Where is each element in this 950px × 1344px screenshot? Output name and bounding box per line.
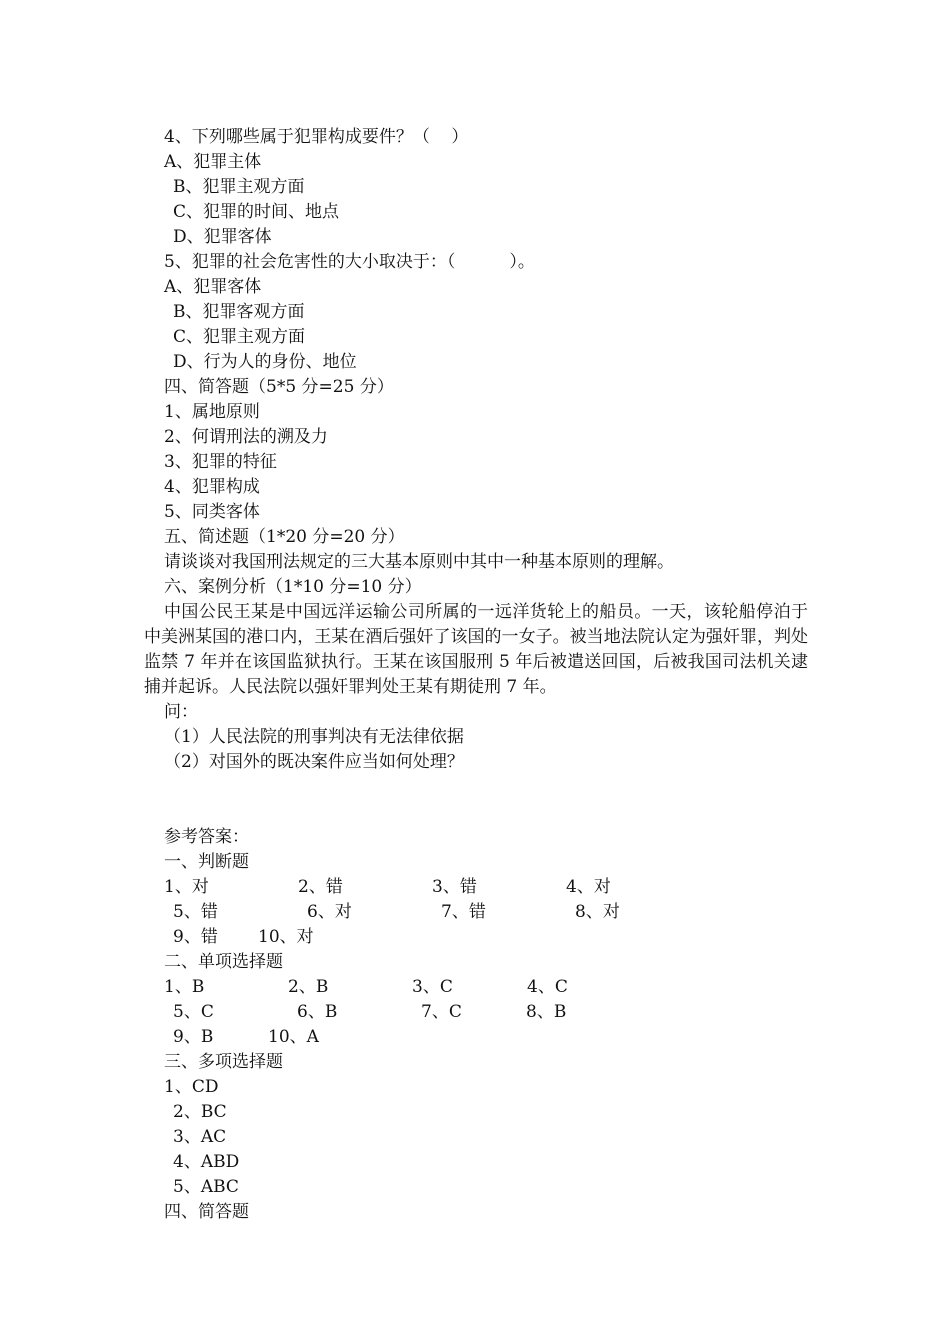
- question-label: 问：: [164, 702, 198, 722]
- section-heading: 四、简答题（5*5 分=25 分）: [164, 377, 394, 397]
- answer-cell: 9、错: [173, 927, 218, 947]
- answer-cell: 7、错: [441, 902, 486, 922]
- multi-answer-item: 4、ABD: [173, 1152, 240, 1172]
- section-heading: 五、简述题（1*20 分=20 分）: [164, 527, 405, 547]
- answer-cell: 7、C: [421, 1002, 462, 1022]
- answer-cell: 5、错: [173, 902, 218, 922]
- answer-cell: 3、C: [412, 977, 453, 997]
- multi-answer-item: 3、AC: [173, 1127, 227, 1147]
- answer-cell: 6、对: [307, 902, 352, 922]
- section-heading: 六、案例分析（1*10 分=10 分）: [164, 577, 422, 597]
- option-line: D、行为人的身份、地位: [173, 352, 357, 372]
- short-answer-item: 5、同类客体: [164, 502, 260, 522]
- option-line: D、犯罪客体: [173, 227, 272, 247]
- option-line: C、犯罪的时间、地点: [173, 202, 340, 222]
- short-answer-item: 4、犯罪构成: [164, 477, 260, 497]
- multi-answer-item: 5、ABC: [173, 1177, 239, 1197]
- answer-cell: 3、错: [432, 877, 477, 897]
- section-heading: 四、简答题: [164, 1202, 249, 1222]
- case-question: （2）对国外的既决案件应当如何处理？: [164, 752, 464, 772]
- answer-cell: 4、C: [527, 977, 568, 997]
- option-line: B、犯罪主观方面: [173, 177, 305, 197]
- multi-answer-item: 1、CD: [164, 1077, 219, 1097]
- answer-cell: 8、B: [526, 1002, 567, 1022]
- answer-cell: 5、C: [173, 1002, 214, 1022]
- judge-answer-row: [0, 875, 950, 900]
- short-answer-item: 2、何谓刑法的溯及力: [164, 427, 328, 447]
- single-answer-row: [0, 1025, 950, 1050]
- answer-cell: 6、B: [297, 1002, 338, 1022]
- judge-answer-row: [0, 925, 950, 950]
- option-line: B、犯罪客观方面: [173, 302, 305, 322]
- judge-answer-row: [0, 900, 950, 925]
- short-answer-item: 1、属地原则: [164, 402, 260, 422]
- answer-cell: 8、对: [575, 902, 620, 922]
- question-4: 4、下列哪些属于犯罪构成要件？（ ）: [164, 127, 469, 147]
- answer-cell: 2、B: [288, 977, 329, 997]
- essay-question: 请谈谈对我国刑法规定的三大基本原则中其中一种基本原则的理解。: [164, 552, 674, 572]
- case-paragraph: 中国公民王某是中国远洋运输公司所属的一远洋货轮上的船员。一天，该轮船停泊于中美洲某国的港口内，王某在酒后强奸了该国的一女子。被当地法院认定为强奸罪，判处监禁 7 年并在该国监狱执行。王某在该国服刑 5 年后被遣送回国，后被我国司法机关逮捕并起诉。人民法院以强奸罪判处王某有期徒刑 7 年。: [144, 602, 808, 697]
- section-heading: 三、多项选择题: [164, 1052, 283, 1072]
- answer-cell: 1、B: [164, 977, 205, 997]
- answer-cell: 4、对: [566, 877, 611, 897]
- question-5: 5、犯罪的社会危害性的大小取决于：（ ）。: [164, 252, 535, 272]
- answer-cell: 10、对: [258, 927, 314, 947]
- single-answer-row: [0, 1000, 950, 1025]
- answer-cell: 9、B: [173, 1027, 214, 1047]
- option-line: C、犯罪主观方面: [173, 327, 306, 347]
- option-line: A、犯罪主体: [164, 152, 262, 172]
- section-heading: 二、单项选择题: [164, 952, 283, 972]
- single-answer-row: [0, 975, 950, 1000]
- answer-cell: 1、对: [164, 877, 209, 897]
- case-question: （1）人民法院的刑事判决有无法律依据: [164, 727, 464, 747]
- section-heading: 一、判断题: [164, 852, 249, 872]
- multi-answer-item: 2、BC: [173, 1102, 227, 1122]
- answers-title: 参考答案：: [164, 827, 249, 847]
- answer-cell: 2、错: [298, 877, 343, 897]
- answer-cell: 10、A: [268, 1027, 319, 1047]
- short-answer-item: 3、犯罪的特征: [164, 452, 277, 472]
- option-line: A、犯罪客体: [164, 277, 262, 297]
